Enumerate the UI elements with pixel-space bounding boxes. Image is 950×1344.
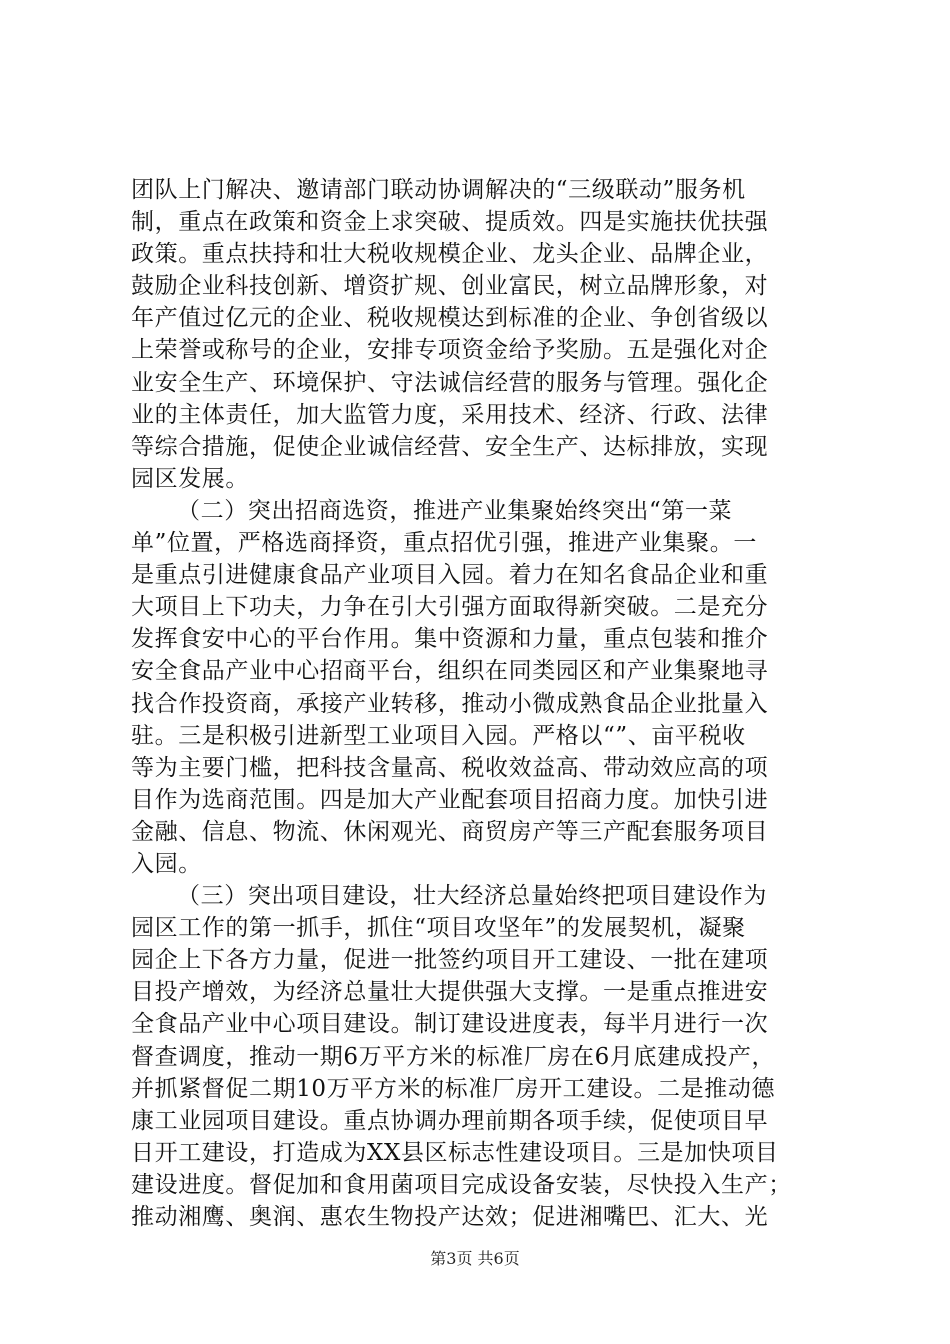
- text-line: 上荣誉或称号的企业，安排专项资金给予奖励。五是强化对企: [131, 337, 769, 364]
- text-line: 建设进度。督促加和食用菌项目完成设备安装，尽快投入生产；: [131, 1171, 792, 1198]
- text-line: 等为主要门槛，把科技含量高、税收效益高、带动效应高的项: [131, 754, 769, 781]
- text-line: 找合作投资商，承接产业转移，推动小微成熟食品企业批量入: [131, 690, 769, 717]
- text-line: 年产值过亿元的企业、税收规模达到标准的企业、争创省级以: [131, 305, 769, 332]
- text-line: 团队上门解决、邀请部门联动协调解决的“三级联动”服务机: [131, 177, 746, 203]
- text-line: 是重点引进健康食品产业项目入园。着力在知名食品企业和重: [131, 562, 769, 589]
- text-line: 金融、信息、物流、休闲观光、商贸房产等三产配套服务项目: [131, 818, 769, 845]
- text-line: 业的主体责任，加大监管力度，采用技术、经济、行政、法律: [131, 401, 769, 428]
- text-line: 大项目上下功夫，力争在引大引强方面取得新突破。二是充分: [131, 594, 769, 621]
- text-line: 园区工作的第一抓手，抓住“项目攻坚年”的发展契机，凝聚: [131, 915, 746, 942]
- page-number-footer: 第3页 共6页: [430, 1249, 520, 1268]
- text-line: 并抓紧督促二期10万平方米的标准厂房开工建设。二是推动德: [131, 1075, 776, 1102]
- text-line: 目作为选商范围。四是加大产业配套项目招商力度。加快引进: [131, 786, 769, 813]
- text-line: 日开工建设，打造成为XX县区标志性建设项目。三是加快项目: [131, 1139, 779, 1166]
- text-line: 鼓励企业科技创新、增资扩规、创业富民，树立品牌形象，对: [131, 273, 769, 300]
- text-line: 政策。重点扶持和壮大税收规模企业、龙头企业、品牌企业，: [131, 241, 769, 268]
- text-line: 园企上下各方力量，促进一批签约项目开工建设、一批在建项: [131, 947, 769, 974]
- section-heading-line: （二）突出招商选资，推进产业集聚始终突出“第一菜: [177, 497, 733, 524]
- text-line: 全食品产业中心项目建设。制订建设进度表，每半月进行一次: [131, 1011, 769, 1038]
- text-line: 目投产增效，为经济总量壮大提供强大支撑。一是重点推进安: [131, 979, 769, 1006]
- text-line: 推动湘鹰、奥润、惠农生物投产达效；促进湘嘴巴、汇大、光: [131, 1204, 769, 1230]
- text-line: 制，重点在政策和资金上求突破、提质效。四是实施扶优扶强: [131, 209, 769, 236]
- text-line: 单”位置，严格选商择资，重点招优引强，推进产业集聚。一: [131, 530, 757, 557]
- text-line: 入园。: [131, 850, 202, 877]
- body-text: [131, 174, 831, 1233]
- text-line: 等综合措施，促使企业诚信经营、安全生产、达标排放，实现: [131, 433, 769, 460]
- section-heading-line: （三）突出项目建设，壮大经济总量始终把项目建设作为: [177, 883, 767, 910]
- text-line: 驻。三是积极引进新型工业项目入园。严格以“”、亩平税收: [131, 722, 746, 749]
- text-line: 安全食品产业中心招商平台，组织在同类园区和产业集聚地寻: [131, 658, 769, 685]
- text-line: 园区发展。: [131, 465, 249, 492]
- text-line: 康工业园项目建设。重点协调办理前期各项手续，促使项目早: [131, 1107, 769, 1134]
- text-line: 发挥食安中心的平台作用。集中资源和力量，重点包装和推介: [131, 626, 769, 653]
- text-line: 督查调度，推动一期6万平方米的标准厂房在6月底建成投产，: [131, 1043, 776, 1070]
- text-line: 业安全生产、环境保护、守法诚信经营的服务与管理。强化企: [131, 369, 769, 396]
